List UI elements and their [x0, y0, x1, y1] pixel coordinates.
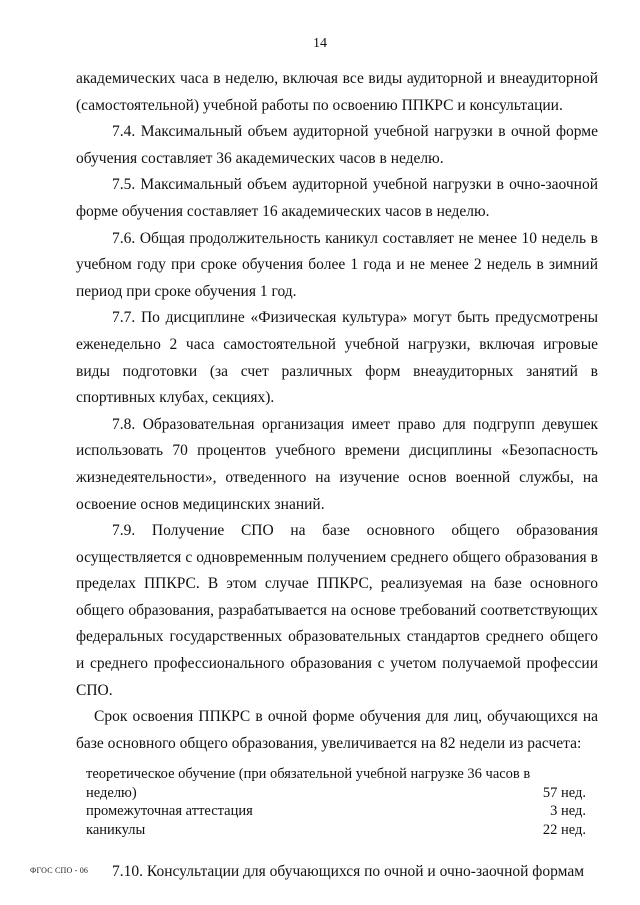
paragraph-7-7: 7.7. По дисциплине «Физическая культура» могут быть предусмотрены еженедельно 2 часа самостоятельной учебной нагрузки, включая игровые виды подготовки (за счет различных форм внеаудиторных занятий в спортивных клубах, секциях).	[76, 309, 598, 407]
duration-value: 57 нед.	[542, 784, 586, 801]
paragraph-7-4: 7.4. Максимальный объем аудиторной учебной нагрузки в очной форме обучения составляет 36 академических часов в неделю.	[76, 123, 598, 167]
duration-row-attestation	[86, 802, 586, 821]
duration-value: 22 нед.	[542, 821, 586, 838]
paragraph-7-9: 7.9. Получение СПО на базе основного общего образования осуществляется с одновременным получением среднего общего образования в пределах ППКРС. В этом случае ППКРС, реализуемая на базе основного общего образования, разрабатывается на основе требований соответствующих федеральных государственных образовательных стандартов среднего общего и среднего профессионального образования с учетом получаемой профессии СПО.	[76, 522, 598, 699]
paragraph-7-8: 7.8. Образовательная организация имеет право для подгрупп девушек использовать 70 процентов учебного времени дисциплины «Безопасность жизнедеятельности», отведенного на изучение основ военной службы, на освоение основ медицинских знаний.	[76, 415, 598, 513]
duration-table	[86, 765, 586, 839]
paragraph-continuation: академических часа в неделю, включая все виды аудиторной и внеаудиторной (самостоятельной) учебной работы по освоению ППКРС и консультации.	[76, 70, 598, 114]
document-body	[76, 66, 598, 886]
page-number: 14	[313, 36, 327, 51]
duration-label: промежуточная аттестация	[86, 803, 253, 820]
paragraph-7-10: 7.10. Консультации для обучающихся по очной и очно-заочной формам	[112, 863, 585, 881]
duration-label: каникулы	[86, 821, 146, 838]
duration-row-theory	[86, 765, 586, 802]
paragraph-duration-intro: Срок освоения ППКРС в очной форме обучения для лиц, обучающихся на базе основного общего образования, увеличивается на 82 недели из расчета:	[76, 708, 598, 752]
duration-label: теоретическое обучение (при обязательной учебной нагрузке 36 часов в неделю)	[86, 766, 531, 801]
paragraph-7-5: 7.5. Максимальный объем аудиторной учебной нагрузки в очно-заочной форме обучения составляет 16 академических часов в неделю.	[76, 176, 598, 220]
duration-row-holidays	[86, 821, 586, 840]
paragraph-7-6: 7.6. Общая продолжительность каникул составляет не менее 10 недель в учебном году при сроке обучения более 1 года и не менее 2 недель в зимний период при сроке обучения 1 год.	[76, 229, 598, 300]
duration-value: 3 нед.	[550, 803, 586, 820]
footer-standard-code: ФГОС СПО - 06	[30, 866, 89, 875]
